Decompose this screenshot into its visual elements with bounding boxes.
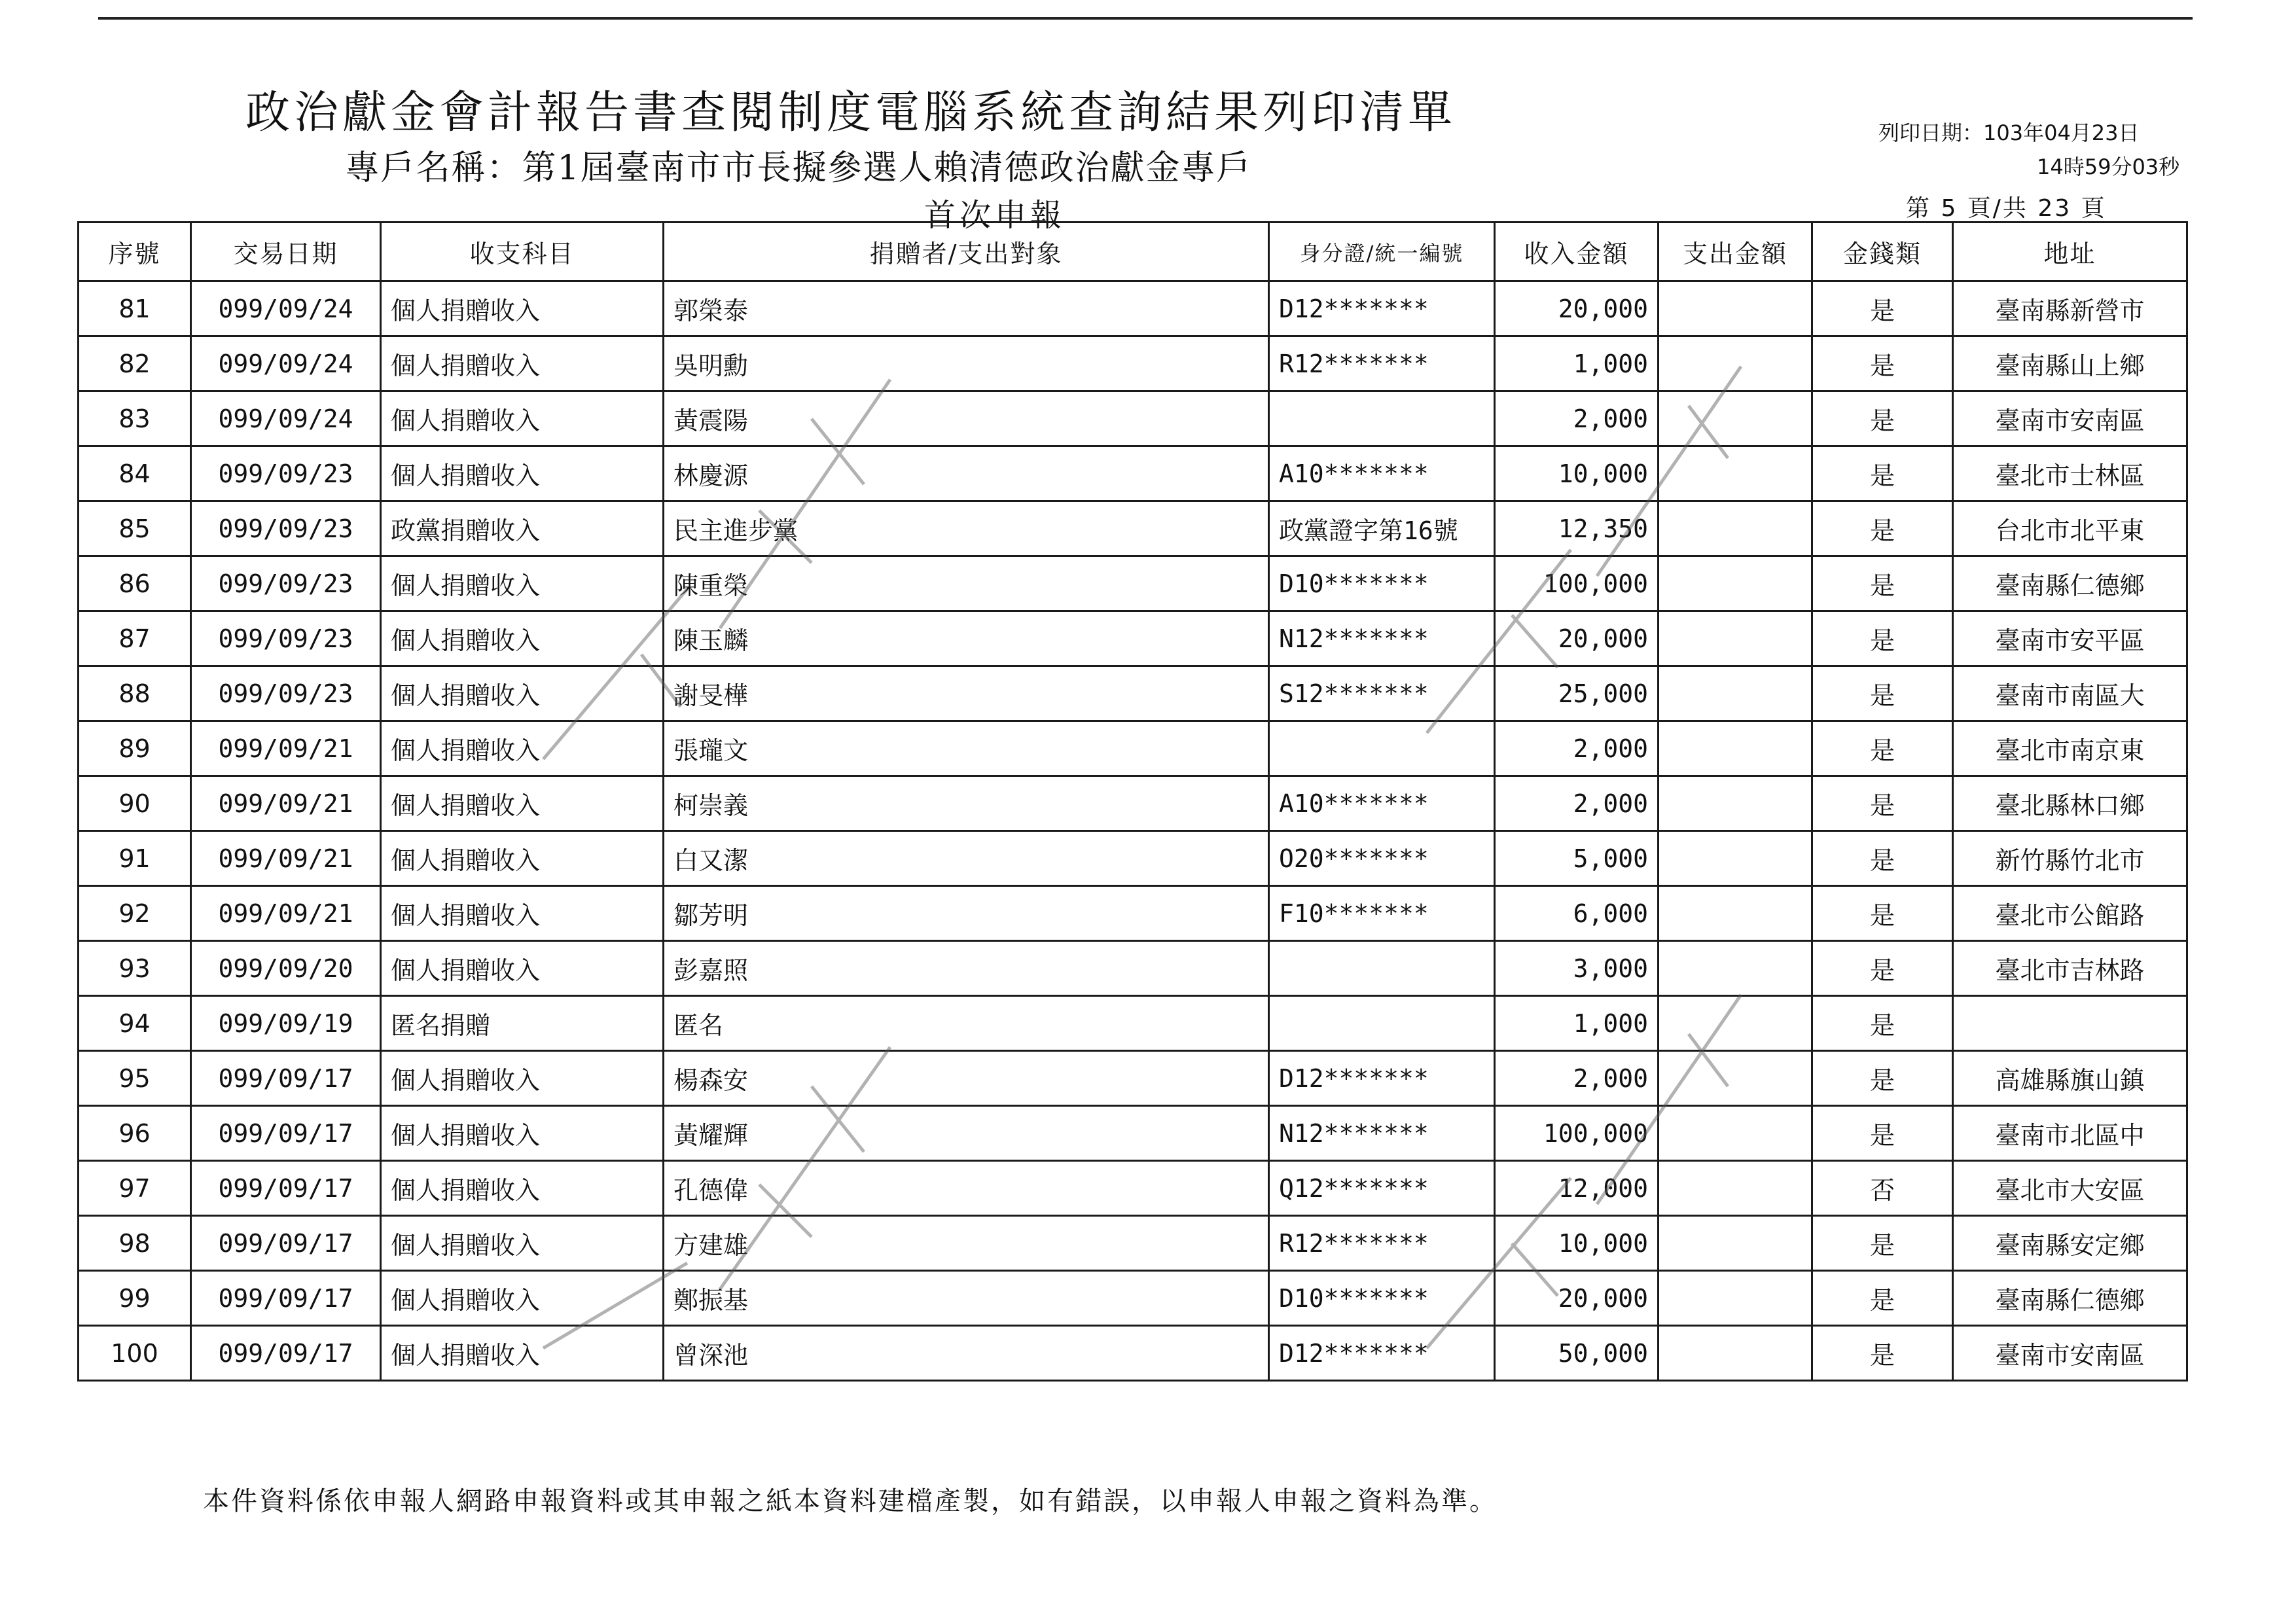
- row-date: 099/09/23: [191, 446, 381, 501]
- row-date: 099/09/23: [191, 501, 381, 556]
- row-date: 099/09/17: [191, 1106, 381, 1161]
- print-time: 14時59分03秒: [2037, 154, 2180, 179]
- row-seq: 90: [79, 776, 191, 831]
- page-title: 政治獻金會計報告書查閱制度電腦系統查詢結果列印清單: [245, 87, 1456, 139]
- row-income: 2,000: [1495, 1051, 1659, 1106]
- table-row: [79, 281, 2187, 336]
- row-date: 099/09/24: [191, 336, 381, 391]
- row-expense: [1659, 391, 1812, 446]
- row-seq: 87: [79, 611, 191, 666]
- row-id: D10*******: [1269, 556, 1495, 611]
- row-address: 新竹縣竹北市: [1953, 831, 2187, 886]
- row-expense: [1659, 611, 1812, 666]
- row-income: 25,000: [1495, 666, 1659, 721]
- row-date: 099/09/23: [191, 556, 381, 611]
- table-row: [79, 1216, 2187, 1271]
- table-row: [79, 556, 2187, 611]
- row-seq: 93: [79, 941, 191, 996]
- row-id: Q12*******: [1269, 1161, 1495, 1216]
- row-address: 臺北市士林區: [1953, 446, 2187, 501]
- row-date: 099/09/19: [191, 996, 381, 1051]
- row-seq: 100: [79, 1326, 191, 1381]
- row-donor: 陳玉麟: [664, 611, 1269, 666]
- row-id: D12*******: [1269, 1051, 1495, 1106]
- table-row: [79, 1051, 2187, 1106]
- row-donor: 鄒芳明: [664, 886, 1269, 941]
- row-donor: 柯崇義: [664, 776, 1269, 831]
- row-donor: 黃震陽: [664, 391, 1269, 446]
- declaration-type: 首次申報: [924, 197, 1066, 234]
- column-header-donor: 捐贈者/支出對象: [664, 223, 1269, 281]
- row-income: 5,000: [1495, 831, 1659, 886]
- ledger-table: [77, 221, 2188, 1382]
- row-expense: [1659, 941, 1812, 996]
- row-id: [1269, 391, 1495, 446]
- row-address: 臺北市吉林路: [1953, 941, 2187, 996]
- account-name: 專戶名稱：第1屆臺南市市長擬參選人賴清德政治獻金專戶: [345, 149, 1252, 188]
- column-header-subject: 收支科目: [381, 223, 664, 281]
- row-date: 099/09/24: [191, 391, 381, 446]
- row-subject: 個人捐贈收入: [381, 391, 664, 446]
- print-date: 列印日期：103年04月23日: [1878, 120, 2140, 145]
- row-id: R12*******: [1269, 336, 1495, 391]
- row-income: 100,000: [1495, 1106, 1659, 1161]
- row-income: 50,000: [1495, 1326, 1659, 1381]
- row-donor: 黃耀輝: [664, 1106, 1269, 1161]
- row-subject: 個人捐贈收入: [381, 1271, 664, 1326]
- row-income: 10,000: [1495, 446, 1659, 501]
- row-expense: [1659, 281, 1812, 336]
- row-income: 20,000: [1495, 611, 1659, 666]
- row-id: N12*******: [1269, 611, 1495, 666]
- row-address: 臺南縣仁德鄉: [1953, 1271, 2187, 1326]
- row-seq: 89: [79, 721, 191, 776]
- row-kind: 是: [1812, 281, 1953, 336]
- row-date: 099/09/21: [191, 886, 381, 941]
- row-seq: 83: [79, 391, 191, 446]
- row-donor: 方建雄: [664, 1216, 1269, 1271]
- row-expense: [1659, 1216, 1812, 1271]
- table-row: [79, 446, 2187, 501]
- row-kind: 是: [1812, 1106, 1953, 1161]
- row-seq: 88: [79, 666, 191, 721]
- row-expense: [1659, 721, 1812, 776]
- column-header-id: 身分證/統一編號: [1269, 223, 1495, 281]
- table-row: [79, 721, 2187, 776]
- column-header-income: 收入金額: [1495, 223, 1659, 281]
- row-id: A10*******: [1269, 776, 1495, 831]
- row-income: 20,000: [1495, 1271, 1659, 1326]
- row-address: 臺北縣林口鄉: [1953, 776, 2187, 831]
- row-income: 3,000: [1495, 941, 1659, 996]
- row-seq: 95: [79, 1051, 191, 1106]
- row-donor: 楊森安: [664, 1051, 1269, 1106]
- row-income: 1,000: [1495, 336, 1659, 391]
- row-address: 臺南市安南區: [1953, 1326, 2187, 1381]
- row-kind: 是: [1812, 776, 1953, 831]
- row-seq: 94: [79, 996, 191, 1051]
- row-donor: 鄭振基: [664, 1271, 1269, 1326]
- row-income: 2,000: [1495, 776, 1659, 831]
- row-subject: 個人捐贈收入: [381, 776, 664, 831]
- row-expense: [1659, 1106, 1812, 1161]
- row-donor: 郭榮泰: [664, 281, 1269, 336]
- row-kind: 是: [1812, 556, 1953, 611]
- row-date: 099/09/21: [191, 721, 381, 776]
- row-address: 臺南縣新營市: [1953, 281, 2187, 336]
- column-header-expense: 支出金額: [1659, 223, 1812, 281]
- row-kind: 是: [1812, 501, 1953, 556]
- row-subject: 個人捐贈收入: [381, 941, 664, 996]
- row-subject: 個人捐贈收入: [381, 1216, 664, 1271]
- row-seq: 98: [79, 1216, 191, 1271]
- row-donor: 白又潔: [664, 831, 1269, 886]
- row-donor: 張瓏文: [664, 721, 1269, 776]
- row-donor: 林慶源: [664, 446, 1269, 501]
- footer-note: 本件資料係依申報人網路申報資料或其申報之紙本資料建檔產製，如有錯誤，以申報人申報之資料為準。: [203, 1486, 1498, 1516]
- top-rule: [98, 17, 2193, 20]
- row-address: 高雄縣旗山鎮: [1953, 1051, 2187, 1106]
- table-row: [79, 336, 2187, 391]
- row-expense: [1659, 996, 1812, 1051]
- row-date: 099/09/17: [191, 1271, 381, 1326]
- row-address: 台北市北平東: [1953, 501, 2187, 556]
- column-header-seq: 序號: [79, 223, 191, 281]
- row-id: A10*******: [1269, 446, 1495, 501]
- row-kind: 是: [1812, 941, 1953, 996]
- row-income: 12,350: [1495, 501, 1659, 556]
- row-subject: 個人捐贈收入: [381, 446, 664, 501]
- row-subject: 個人捐贈收入: [381, 1106, 664, 1161]
- row-address: 臺北市公館路: [1953, 886, 2187, 941]
- row-seq: 82: [79, 336, 191, 391]
- row-seq: 86: [79, 556, 191, 611]
- row-subject: 個人捐贈收入: [381, 886, 664, 941]
- row-id: D12*******: [1269, 281, 1495, 336]
- table-row: [79, 831, 2187, 886]
- row-subject: 個人捐贈收入: [381, 281, 664, 336]
- row-kind: 是: [1812, 1326, 1953, 1381]
- row-id: 政黨證字第16號: [1269, 501, 1495, 556]
- row-expense: [1659, 1271, 1812, 1326]
- row-kind: 是: [1812, 1216, 1953, 1271]
- row-donor: 孔德偉: [664, 1161, 1269, 1216]
- row-subject: 個人捐贈收入: [381, 611, 664, 666]
- row-expense: [1659, 666, 1812, 721]
- row-address: 臺南市北區中: [1953, 1106, 2187, 1161]
- row-address: 臺北市南京東: [1953, 721, 2187, 776]
- row-id: [1269, 996, 1495, 1051]
- row-income: 2,000: [1495, 721, 1659, 776]
- row-date: 099/09/20: [191, 941, 381, 996]
- row-date: 099/09/17: [191, 1216, 381, 1271]
- row-date: 099/09/23: [191, 611, 381, 666]
- row-id: O20*******: [1269, 831, 1495, 886]
- row-donor: 謝旻樺: [664, 666, 1269, 721]
- row-seq: 85: [79, 501, 191, 556]
- row-seq: 97: [79, 1161, 191, 1216]
- table-row: [79, 1161, 2187, 1216]
- row-address: 臺南市安平區: [1953, 611, 2187, 666]
- row-date: 099/09/17: [191, 1161, 381, 1216]
- row-date: 099/09/21: [191, 776, 381, 831]
- table-row: [79, 1326, 2187, 1381]
- row-income: 12,000: [1495, 1161, 1659, 1216]
- table-row: [79, 886, 2187, 941]
- row-donor: 曾深池: [664, 1326, 1269, 1381]
- row-donor: 民主進步黨: [664, 501, 1269, 556]
- table-row: [79, 666, 2187, 721]
- row-kind: 是: [1812, 666, 1953, 721]
- row-kind: 否: [1812, 1161, 1953, 1216]
- row-address: 臺南縣仁德鄉: [1953, 556, 2187, 611]
- row-address: 臺南縣山上鄉: [1953, 336, 2187, 391]
- row-id: S12*******: [1269, 666, 1495, 721]
- row-seq: 84: [79, 446, 191, 501]
- row-id: [1269, 941, 1495, 996]
- row-id: N12*******: [1269, 1106, 1495, 1161]
- row-date: 099/09/17: [191, 1326, 381, 1381]
- table-row: [79, 996, 2187, 1051]
- row-subject: 個人捐贈收入: [381, 666, 664, 721]
- row-address: 臺南市安南區: [1953, 391, 2187, 446]
- row-seq: 99: [79, 1271, 191, 1326]
- table-row: [79, 611, 2187, 666]
- row-donor: 陳重榮: [664, 556, 1269, 611]
- row-subject: 個人捐贈收入: [381, 1326, 664, 1381]
- row-address: 臺北市大安區: [1953, 1161, 2187, 1216]
- ledger-body: [79, 281, 2187, 1381]
- row-expense: [1659, 501, 1812, 556]
- row-id: D12*******: [1269, 1326, 1495, 1381]
- row-expense: [1659, 886, 1812, 941]
- column-header-date: 交易日期: [191, 223, 381, 281]
- column-header-kind: 金錢類: [1812, 223, 1953, 281]
- row-subject: 個人捐贈收入: [381, 1161, 664, 1216]
- row-income: 6,000: [1495, 886, 1659, 941]
- row-address: 臺南市南區大: [1953, 666, 2187, 721]
- row-income: 100,000: [1495, 556, 1659, 611]
- row-kind: 是: [1812, 1051, 1953, 1106]
- row-income: 20,000: [1495, 281, 1659, 336]
- row-income: 10,000: [1495, 1216, 1659, 1271]
- table-header-row: [79, 223, 2187, 281]
- row-expense: [1659, 831, 1812, 886]
- row-expense: [1659, 776, 1812, 831]
- table-row: [79, 1106, 2187, 1161]
- row-date: 099/09/23: [191, 666, 381, 721]
- row-donor: 匿名: [664, 996, 1269, 1051]
- row-date: 099/09/17: [191, 1051, 381, 1106]
- row-id: [1269, 721, 1495, 776]
- row-expense: [1659, 336, 1812, 391]
- row-seq: 81: [79, 281, 191, 336]
- row-seq: 91: [79, 831, 191, 886]
- row-kind: 是: [1812, 831, 1953, 886]
- row-date: 099/09/24: [191, 281, 381, 336]
- row-kind: 是: [1812, 721, 1953, 776]
- row-income: 2,000: [1495, 391, 1659, 446]
- row-kind: 是: [1812, 611, 1953, 666]
- row-expense: [1659, 556, 1812, 611]
- row-expense: [1659, 446, 1812, 501]
- row-donor: 吳明勳: [664, 336, 1269, 391]
- page-info: 第 5 頁/共 23 頁: [1906, 195, 2107, 222]
- row-seq: 96: [79, 1106, 191, 1161]
- row-kind: 是: [1812, 391, 1953, 446]
- row-kind: 是: [1812, 996, 1953, 1051]
- row-subject: 個人捐贈收入: [381, 1051, 664, 1106]
- row-kind: 是: [1812, 1271, 1953, 1326]
- column-header-address: 地址: [1953, 223, 2187, 281]
- table-row: [79, 391, 2187, 446]
- row-expense: [1659, 1051, 1812, 1106]
- row-seq: 92: [79, 886, 191, 941]
- row-expense: [1659, 1161, 1812, 1216]
- row-kind: 是: [1812, 886, 1953, 941]
- row-id: R12*******: [1269, 1216, 1495, 1271]
- row-subject: 個人捐贈收入: [381, 831, 664, 886]
- row-date: 099/09/21: [191, 831, 381, 886]
- row-id: D10*******: [1269, 1271, 1495, 1326]
- table-row: [79, 1271, 2187, 1326]
- row-subject: 個人捐贈收入: [381, 336, 664, 391]
- row-id: F10*******: [1269, 886, 1495, 941]
- row-address: 臺南縣安定鄉: [1953, 1216, 2187, 1271]
- row-subject: 匿名捐贈: [381, 996, 664, 1051]
- row-subject: 個人捐贈收入: [381, 721, 664, 776]
- row-income: 1,000: [1495, 996, 1659, 1051]
- table-row: [79, 776, 2187, 831]
- row-address: [1953, 996, 2187, 1051]
- row-subject: 政黨捐贈收入: [381, 501, 664, 556]
- table-row: [79, 501, 2187, 556]
- row-donor: 彭嘉照: [664, 941, 1269, 996]
- row-subject: 個人捐贈收入: [381, 556, 664, 611]
- table-row: [79, 941, 2187, 996]
- row-kind: 是: [1812, 446, 1953, 501]
- row-expense: [1659, 1326, 1812, 1381]
- row-kind: 是: [1812, 336, 1953, 391]
